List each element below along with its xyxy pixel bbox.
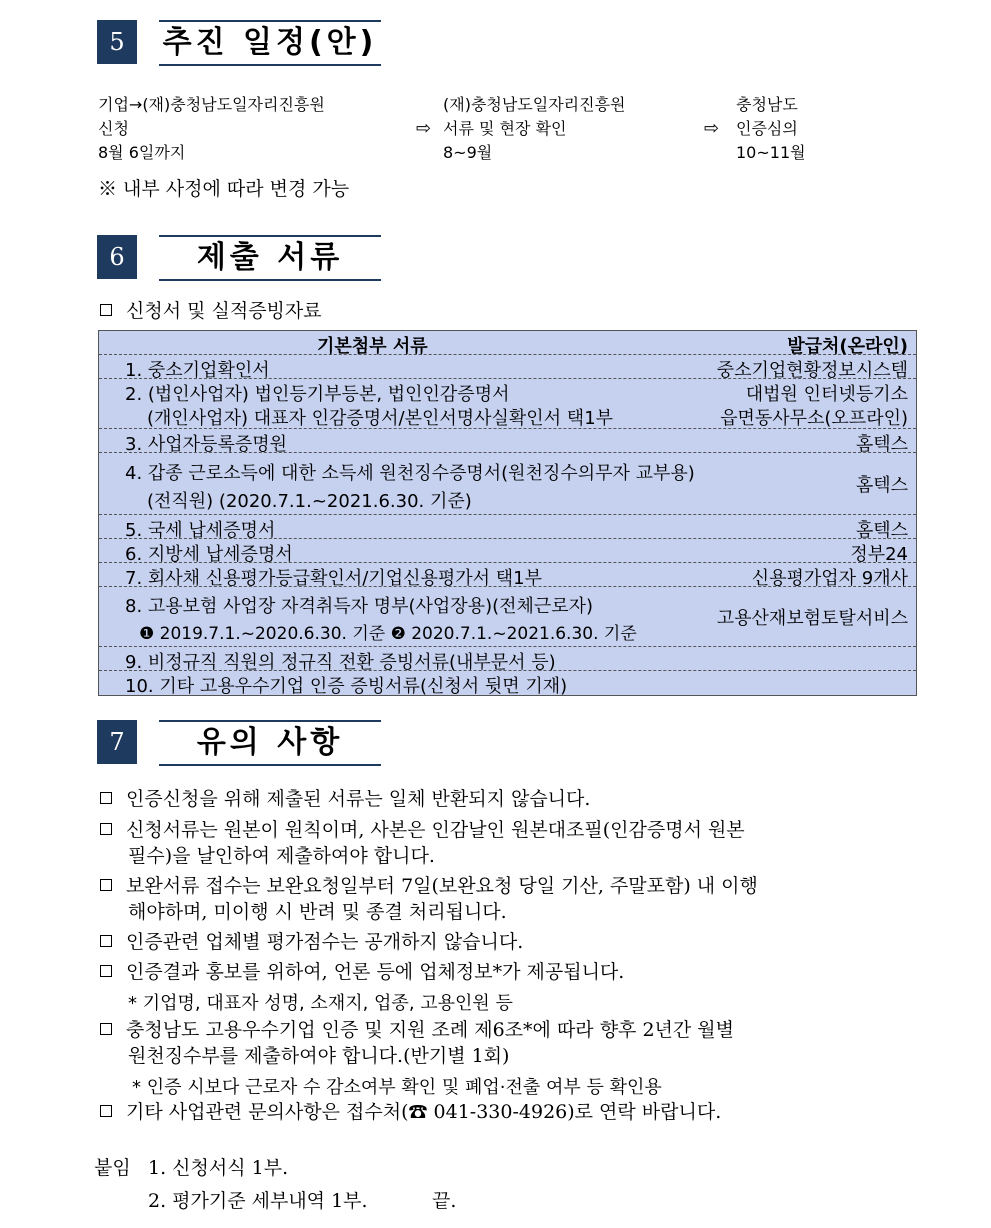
attachment-item: 1. 신청서식 1부.	[148, 1157, 289, 1179]
notice-item	[100, 816, 745, 844]
section-number: 5	[97, 20, 137, 64]
notice-footnote: * 인증 시보다 근로자 수 감소여부 확인 및 폐업·전출 여부 등 확인용	[132, 1077, 662, 1098]
notice-text: 인증결과 홍보를 위하여, 언론 등에 업체정보*가 제공됩니다.	[126, 961, 625, 983]
attachments-label: 붙임	[94, 1157, 131, 1179]
section-6-header	[97, 235, 387, 283]
document-name: 4. 갑종 근로소득에 대한 소득세 원천징수증명서(원천징수의무자 교부용)	[125, 463, 695, 484]
section-number: 7	[97, 720, 137, 764]
notice-item	[100, 958, 624, 986]
document-name-detail: (전직원) (2020.7.1.~2021.6.30. 기준)	[147, 491, 472, 512]
right-arrow-icon: ⇨	[704, 118, 720, 139]
checkbox-bullet-icon	[100, 879, 112, 891]
notice-text: 기타 사업관련 문의사항은 접수처(☎ 041-330-4926)로 연락 바랍니다.	[126, 1101, 722, 1123]
notice-item	[100, 1016, 734, 1044]
checkbox-bullet-icon	[100, 304, 112, 316]
attachment-item: 2. 평가기준 세부내역 1부.	[148, 1190, 368, 1212]
table-row	[99, 515, 916, 539]
notice-item	[100, 785, 590, 813]
table-row	[99, 671, 916, 695]
notice-text: 인증관련 업체별 평가점수는 공개하지 않습니다.	[126, 931, 524, 953]
section-title: 제출 서류	[159, 235, 381, 281]
schedule-step-3-action: 인증심의	[736, 119, 798, 138]
document-issuer: 신용평가업자 9개사	[751, 568, 908, 589]
notice-item	[100, 928, 523, 956]
document-name: 7. 회사채 신용평가등급확인서/기업신용평가서 택1부	[125, 568, 543, 589]
notice-item	[100, 1098, 721, 1126]
document-issuer: 홈텍스	[855, 520, 908, 541]
checkbox-bullet-icon	[100, 823, 112, 835]
schedule-step-3-header: 충청남도	[736, 95, 798, 114]
document-name: 2. (법인사업자) 법인등기부등본, 법인인감증명서	[125, 384, 510, 405]
checkbox-bullet-icon	[100, 1023, 112, 1035]
right-arrow-icon: ⇨	[416, 118, 432, 139]
notice-text: 충청남도 고용우수기업 인증 및 지원 조례 제6조*에 따라 향후 2년간 월별	[126, 1019, 734, 1041]
schedule-step-2-action: 서류 및 현장 확인	[443, 119, 567, 138]
checkbox-bullet-icon	[100, 792, 112, 804]
table-row	[99, 563, 916, 587]
document-issuer: 읍면동사무소(오프라인)	[720, 408, 908, 429]
checkbox-bullet-icon	[100, 1105, 112, 1117]
document-issuer: 홈텍스	[855, 475, 908, 496]
schedule-step-2-header: (재)충청남도일자리진흥원	[443, 95, 626, 114]
schedule-step-2-period: 8~9월	[443, 143, 493, 162]
header-documents: 기본첨부 서류	[317, 336, 428, 357]
document-name: 9. 비정규직 직원의 정규직 전환 증빙서류(내부문서 등)	[125, 652, 556, 673]
end-mark: 끝.	[432, 1190, 457, 1212]
table-row	[99, 539, 916, 563]
table-row	[99, 587, 916, 647]
notice-text: 신청서류는 원본이 원칙이며, 사본은 인감날인 원본대조필(인감증명서 원본	[126, 819, 745, 841]
table-row	[99, 429, 916, 453]
document-name: (개인사업자) 대표자 인감증명서/본인서명사실확인서 택1부	[147, 408, 614, 429]
document-name: 10. 기타 고용우수기업 인증 증빙서류(신청서 뒷면 기재)	[125, 676, 568, 697]
documents-table	[98, 330, 917, 696]
notice-item	[100, 872, 758, 900]
documents-intro	[100, 297, 322, 325]
document-issuer: 중소기업현황정보시스템	[716, 360, 908, 381]
checkbox-bullet-icon	[100, 935, 112, 947]
document-issuer: 고용산재보험토탈서비스	[716, 608, 908, 629]
document-issuer: 정부24	[850, 544, 908, 565]
schedule-step-1-period: 8월 6일까지	[98, 143, 186, 162]
schedule-note: ※ 내부 사정에 따라 변경 가능	[98, 178, 350, 200]
table-row	[99, 355, 916, 379]
documents-intro-text: 신청서 및 실적증빙자료	[126, 300, 322, 322]
section-number: 6	[97, 235, 137, 279]
notice-footnote: * 기업명, 대표자 성명, 소재지, 업종, 고용인원 등	[128, 993, 513, 1014]
table-header-row	[99, 331, 916, 355]
document-name-detail: ❶ 2019.7.1.~2020.6.30. 기준 ❷ 2020.7.1.~2021.6.30. 기준	[139, 624, 637, 644]
checkbox-bullet-icon	[100, 965, 112, 977]
document-issuer: 홈텍스	[855, 434, 908, 455]
header-issuer: 발급처(온라인)	[787, 336, 908, 357]
section-title: 추진 일정(안)	[159, 20, 381, 66]
document-name: 5. 국세 납세증명서	[125, 520, 276, 541]
document-issuer: 대법원 인터넷등기소	[745, 384, 908, 405]
schedule-step-3-period: 10~11월	[736, 143, 806, 162]
section-5-header	[97, 20, 387, 68]
notice-text: 인증신청을 위해 제출된 서류는 일체 반환되지 않습니다.	[126, 788, 591, 810]
table-row	[99, 647, 916, 671]
document-name: 6. 지방세 납세증명서	[125, 544, 293, 565]
section-title: 유의 사항	[159, 720, 381, 766]
table-row	[99, 379, 916, 429]
schedule-step-1-header: 기업→(재)충청남도일자리진흥원	[98, 95, 325, 114]
notice-text-continued: 원천징수부를 제출하여야 합니다.(반기별 1회)	[128, 1045, 510, 1067]
section-7-header	[97, 720, 387, 768]
notice-text-continued: 해야하며, 미이행 시 반려 및 종결 처리됩니다.	[128, 901, 507, 923]
schedule-step-1-action: 신청	[98, 119, 129, 138]
document-name: 8. 고용보험 사업장 자격취득자 명부(사업장용)(전체근로자)	[125, 596, 594, 617]
notice-text: 보완서류 접수는 보완요청일부터 7일(보완요청 당일 기산, 주말포함) 내 이행	[126, 875, 758, 897]
notice-text-continued: 필수)을 날인하여 제출하여야 합니다.	[128, 845, 435, 867]
document-name: 1. 중소기업확인서	[125, 360, 270, 381]
table-row	[99, 453, 916, 515]
document-name: 3. 사업자등록증명원	[125, 434, 287, 455]
